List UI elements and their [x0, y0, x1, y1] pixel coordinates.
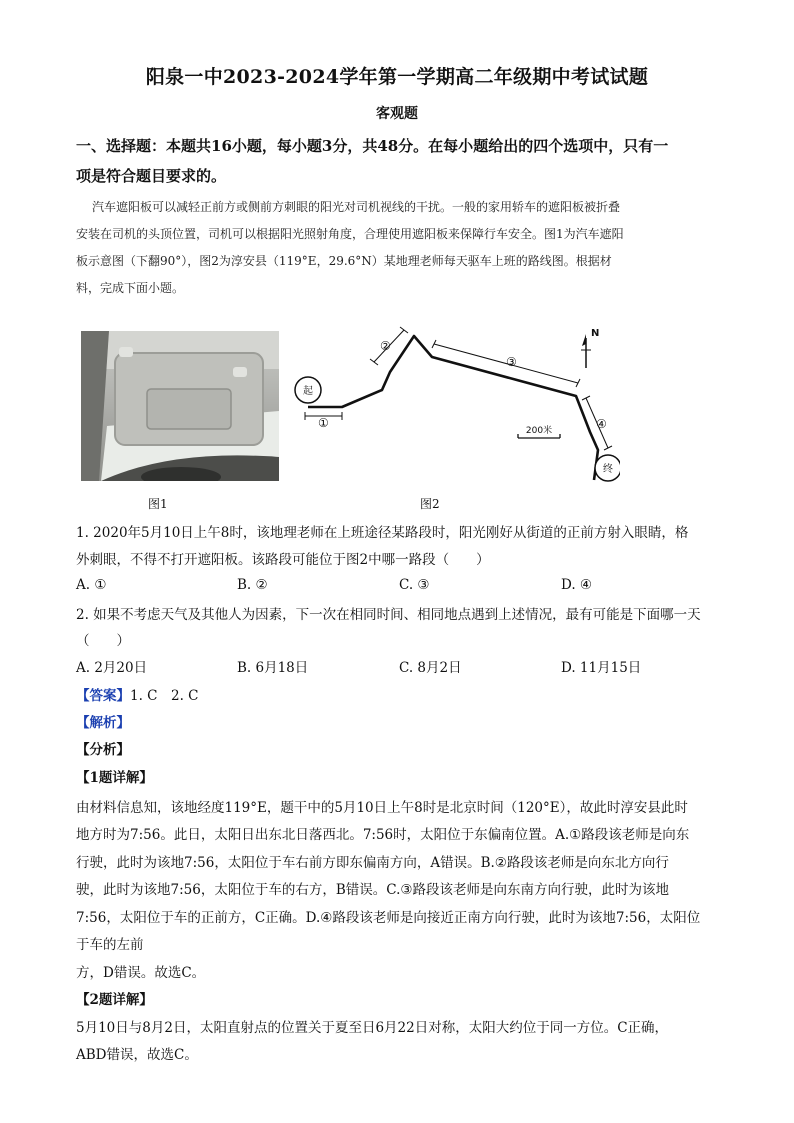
section-heading-line1: 一、选择题：本题共16小题，每小题3分，共48分。在每小题给出的四个选项中，只有一	[76, 137, 669, 155]
route-map	[290, 320, 620, 490]
page-subtitle: 客观题	[376, 106, 418, 122]
route-line	[308, 336, 598, 480]
answer-label: 【答案】	[76, 688, 130, 704]
q2-option-d[interactable]: D. 11月15日	[561, 660, 642, 676]
scale-label: 200米	[525, 426, 553, 436]
detail-1-line-5: 7:56，太阳位于车的正前方，C正确。D.④路段该老师是向接近正南方向行驶，此时为该地7:56，太阳位	[76, 910, 701, 926]
detail-1-heading: 【1题详解】	[76, 770, 153, 786]
q1-line-2: 外刺眼，不得不打开遮阳板。该路段可能位于图2中哪一路段（ ）	[76, 552, 490, 568]
q1-option-d[interactable]: D. ④	[561, 577, 593, 593]
answer-text: 1. C 2. C	[130, 688, 199, 704]
material-line-4: 料，完成下面小题。	[76, 281, 185, 295]
north-label: N	[591, 328, 600, 339]
detail-1-line-2: 地方时为7:56。此日，太阳日出东北日落西北。7:56时，太阳位于东偏南位置。A.①路段该老师是向东	[76, 827, 690, 843]
q1-option-b[interactable]: B. ②	[237, 577, 268, 593]
q1-option-a[interactable]: A. ①	[76, 577, 107, 593]
material-line-1: 汽车遮阳板可以减轻正前方或侧前方刺眼的阳光对司机视线的干扰。一般的家用轿车的遮阳板被折叠	[92, 200, 621, 214]
detail-2-heading: 【2题详解】	[76, 992, 153, 1008]
q2-line-2: （ ）	[76, 633, 130, 649]
segment-label-1: ①	[318, 416, 329, 430]
segment-label-2: ②	[380, 339, 391, 353]
figure-1-caption: 图1	[148, 497, 168, 511]
material-line-2: 安装在司机的头顶位置，司机可以根据阳光照射角度，合理使用遮阳板来保障行车安全。图1为汽车遮阳	[76, 227, 624, 241]
answer-line	[76, 684, 199, 704]
q2-line-1: 2. 如果不考虑天气及其他人为因素，下一次在相同时间、相同地点遇到上述情况，最有可能是下面哪一天	[76, 607, 701, 623]
sun-visor-photo	[81, 331, 279, 481]
material-line-3: 板示意图（下翻90°），图2为淳安县（119°E，29.6°N）某地理老师每天驱车上班的路线图。根据材	[76, 254, 612, 268]
detail-2-line-2: ABD错误，故选C。	[76, 1047, 198, 1063]
segment-label-3: ③	[506, 355, 517, 369]
fenxi-heading: 【分析】	[76, 742, 130, 758]
page-title: 阳泉一中2023-2024学年第一学期高二年级期中考试试题	[145, 66, 649, 88]
q2-option-c[interactable]: C. 8月2日	[399, 660, 462, 676]
figure-2-caption: 图2	[420, 497, 440, 511]
detail-1-line-3: 行驶，此时为该地7:56，太阳位于车右前方即东偏南方向，A错误。B.②路段该老师是向东北方向行	[76, 855, 669, 871]
jiexi-heading: 【解析】	[76, 715, 130, 731]
detail-1-line-6: 于车的左前	[76, 937, 144, 953]
q1-option-c[interactable]: C. ③	[399, 577, 430, 593]
segment-label-4: ④	[596, 417, 607, 431]
detail-1-line-1: 由材料信息知，该地经度119°E，题干中的5月10日上午8时是北京时间（120°E），故此时淳安县此时	[76, 800, 688, 816]
sun-visor-illustration	[81, 331, 279, 481]
q1-line-1: 1. 2020年5月10日上午8时，该地理老师在上班途径某路段时，阳光刚好从街道的正前方射入眼睛，格	[76, 525, 689, 541]
detail-2-line-1: 5月10日与8月2日，太阳直射点的位置关于夏至日6月22日对称，太阳大约位于同一方位。C正确，	[76, 1020, 669, 1036]
detail-1-line-4: 驶，此时为该地7:56，太阳位于车的右方，B错误。C.③路段该老师是向东南方向行驶，此时为该地	[76, 882, 669, 898]
start-label: 起	[303, 386, 313, 397]
q2-option-a[interactable]: A. 2月20日	[76, 660, 148, 676]
section-heading-line2: 项是符合题目要求的。	[76, 167, 227, 185]
detail-1-line-7: 方，D错误。故选C。	[76, 965, 206, 981]
end-label: 终	[603, 464, 613, 475]
q2-option-b[interactable]: B. 6月18日	[237, 660, 309, 676]
